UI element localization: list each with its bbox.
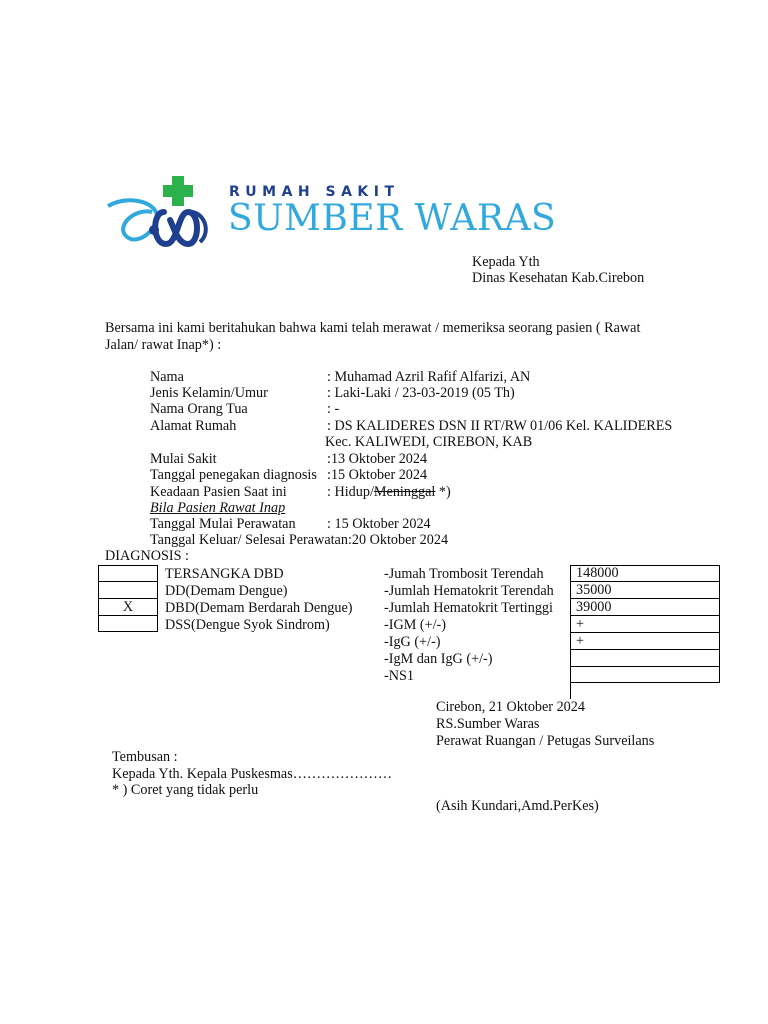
label-mulai-perawatan: Tanggal Mulai Perawatan (150, 516, 296, 532)
label-jenis-kelamin: Jenis Kelamin/Umur (150, 385, 268, 401)
label-tanggal-keluar: Tanggal Keluar/ Selesai Perawatan: (150, 532, 352, 548)
lab-value-hematokrit-terendah[interactable]: 35000 (570, 582, 720, 599)
signature-hospital: RS.Sumber Waras (436, 716, 540, 732)
intro-line2: Jalan/ rawat Inap*) : (105, 337, 222, 353)
lab-value-ns1[interactable] (570, 667, 720, 684)
lab-label-igm: -IGM (+/-) (384, 617, 446, 633)
label-keadaan-pasien: Keadaan Pasien Saat ini (150, 484, 287, 500)
label-tanggal-diagnosis: Tanggal penegakan diagnosis (150, 467, 317, 483)
value-jenis-kelamin: : Laki-Laki / 23-03-2019 (05 Th) (327, 385, 515, 401)
recipient-line1: Kepada Yth (472, 254, 540, 270)
label-nama: Nama (150, 369, 184, 385)
diagnosis-option-dss: DSS(Dengue Syok Sindrom) (165, 617, 330, 633)
value-mulai-sakit: :13 Oktober 2024 (327, 451, 428, 467)
lab-label-ns1: -NS1 (384, 668, 414, 684)
signature-name: (Asih Kundari,Amd.PerKes) (436, 798, 599, 814)
lab-value-igm-igg[interactable] (570, 650, 720, 667)
value-tanggal-keluar: 20 Oktober 2024 (351, 532, 449, 548)
diagnosis-option-dbd: DBD(Demam Berdarah Dengue) (165, 600, 353, 616)
lab-label-hematokrit-tertinggi: -Jumlah Hematokrit Tertinggi (384, 600, 553, 616)
lab-label-igm-igg: -IgM dan IgG (+/-) (384, 651, 493, 667)
lab-table-tail-line (570, 683, 571, 699)
diagnosis-checkbox-dbd[interactable]: X (98, 599, 158, 616)
logo-title: SUMBER WARAS (228, 198, 557, 239)
lab-label-igg: -IgG (+/-) (384, 634, 441, 650)
diagnosis-checkbox-tersangka[interactable] (98, 565, 158, 582)
label-alamat: Alamat Rumah (150, 418, 237, 434)
lab-value-igg[interactable]: + (570, 633, 720, 650)
tanggal-keluar (150, 532, 448, 548)
value-tanggal-diagnosis: :15 Oktober 2024 (327, 467, 428, 483)
value-keadaan-pasien (327, 484, 451, 500)
recipient-line2: Dinas Kesehatan Kab.Cirebon (472, 270, 645, 286)
diagnosis-option-tersangka: TERSANGKA DBD (165, 566, 284, 582)
value-mulai-perawatan: : 15 Oktober 2024 (327, 516, 431, 532)
keadaan-hidup: : Hidup/ (327, 484, 374, 500)
signature-role: Perawat Ruangan / Petugas Surveilans (436, 733, 655, 749)
intro-line1: Bersama ini kami beritahukan bahwa kami telah merawat / memeriksa seorang pasien ( Rawat (105, 320, 641, 336)
footer-note: * ) Coret yang tidak perlu (112, 782, 259, 798)
label-mulai-sakit: Mulai Sakit (150, 451, 217, 467)
keadaan-suffix: *) (435, 484, 451, 500)
logo-subtitle: RUMAH SAKIT (229, 184, 400, 200)
lab-value-hematokrit-tertinggi[interactable]: 39000 (570, 599, 720, 616)
rawat-inap-heading: Bila Pasien Rawat Inap (150, 500, 286, 516)
value-alamat-line1: : DS KALIDERES DSN II RT/RW 01/06 Kel. KALIDERES (327, 418, 673, 434)
lab-value-trombosit[interactable]: 148000 (570, 565, 720, 582)
diagnosis-option-dd: DD(Demam Dengue) (165, 583, 288, 599)
diagnosis-checkbox-dd[interactable] (98, 582, 158, 599)
keadaan-meninggal-struck: Meninggal (373, 484, 436, 500)
footer-kepada-puskesmas: Kepada Yth. Kepala Puskesmas………………… (112, 766, 393, 782)
cross-icon (163, 176, 193, 206)
value-nama-orang-tua: : - (327, 401, 340, 417)
value-alamat-line2: Kec. KALIWEDI, CIREBON, KAB (325, 434, 533, 450)
hospital-logo (104, 172, 566, 252)
label-nama-orang-tua: Nama Orang Tua (150, 401, 248, 417)
diagnosis-checkbox-dss[interactable] (98, 616, 158, 633)
footer-tembusan: Tembusan : (112, 749, 178, 765)
lab-label-hematokrit-terendah: -Jumlah Hematokrit Terendah (384, 583, 554, 599)
diagnosis-heading: DIAGNOSIS : (105, 548, 189, 564)
lab-value-igm[interactable]: + (570, 616, 720, 633)
value-nama: : Muhamad Azril Rafif Alfarizi, AN (327, 369, 531, 385)
lab-label-trombosit: -Jumah Trombosit Terendah (384, 566, 544, 582)
logo-emblem (104, 172, 224, 252)
signature-place-date: Cirebon, 21 Oktober 2024 (436, 699, 585, 715)
